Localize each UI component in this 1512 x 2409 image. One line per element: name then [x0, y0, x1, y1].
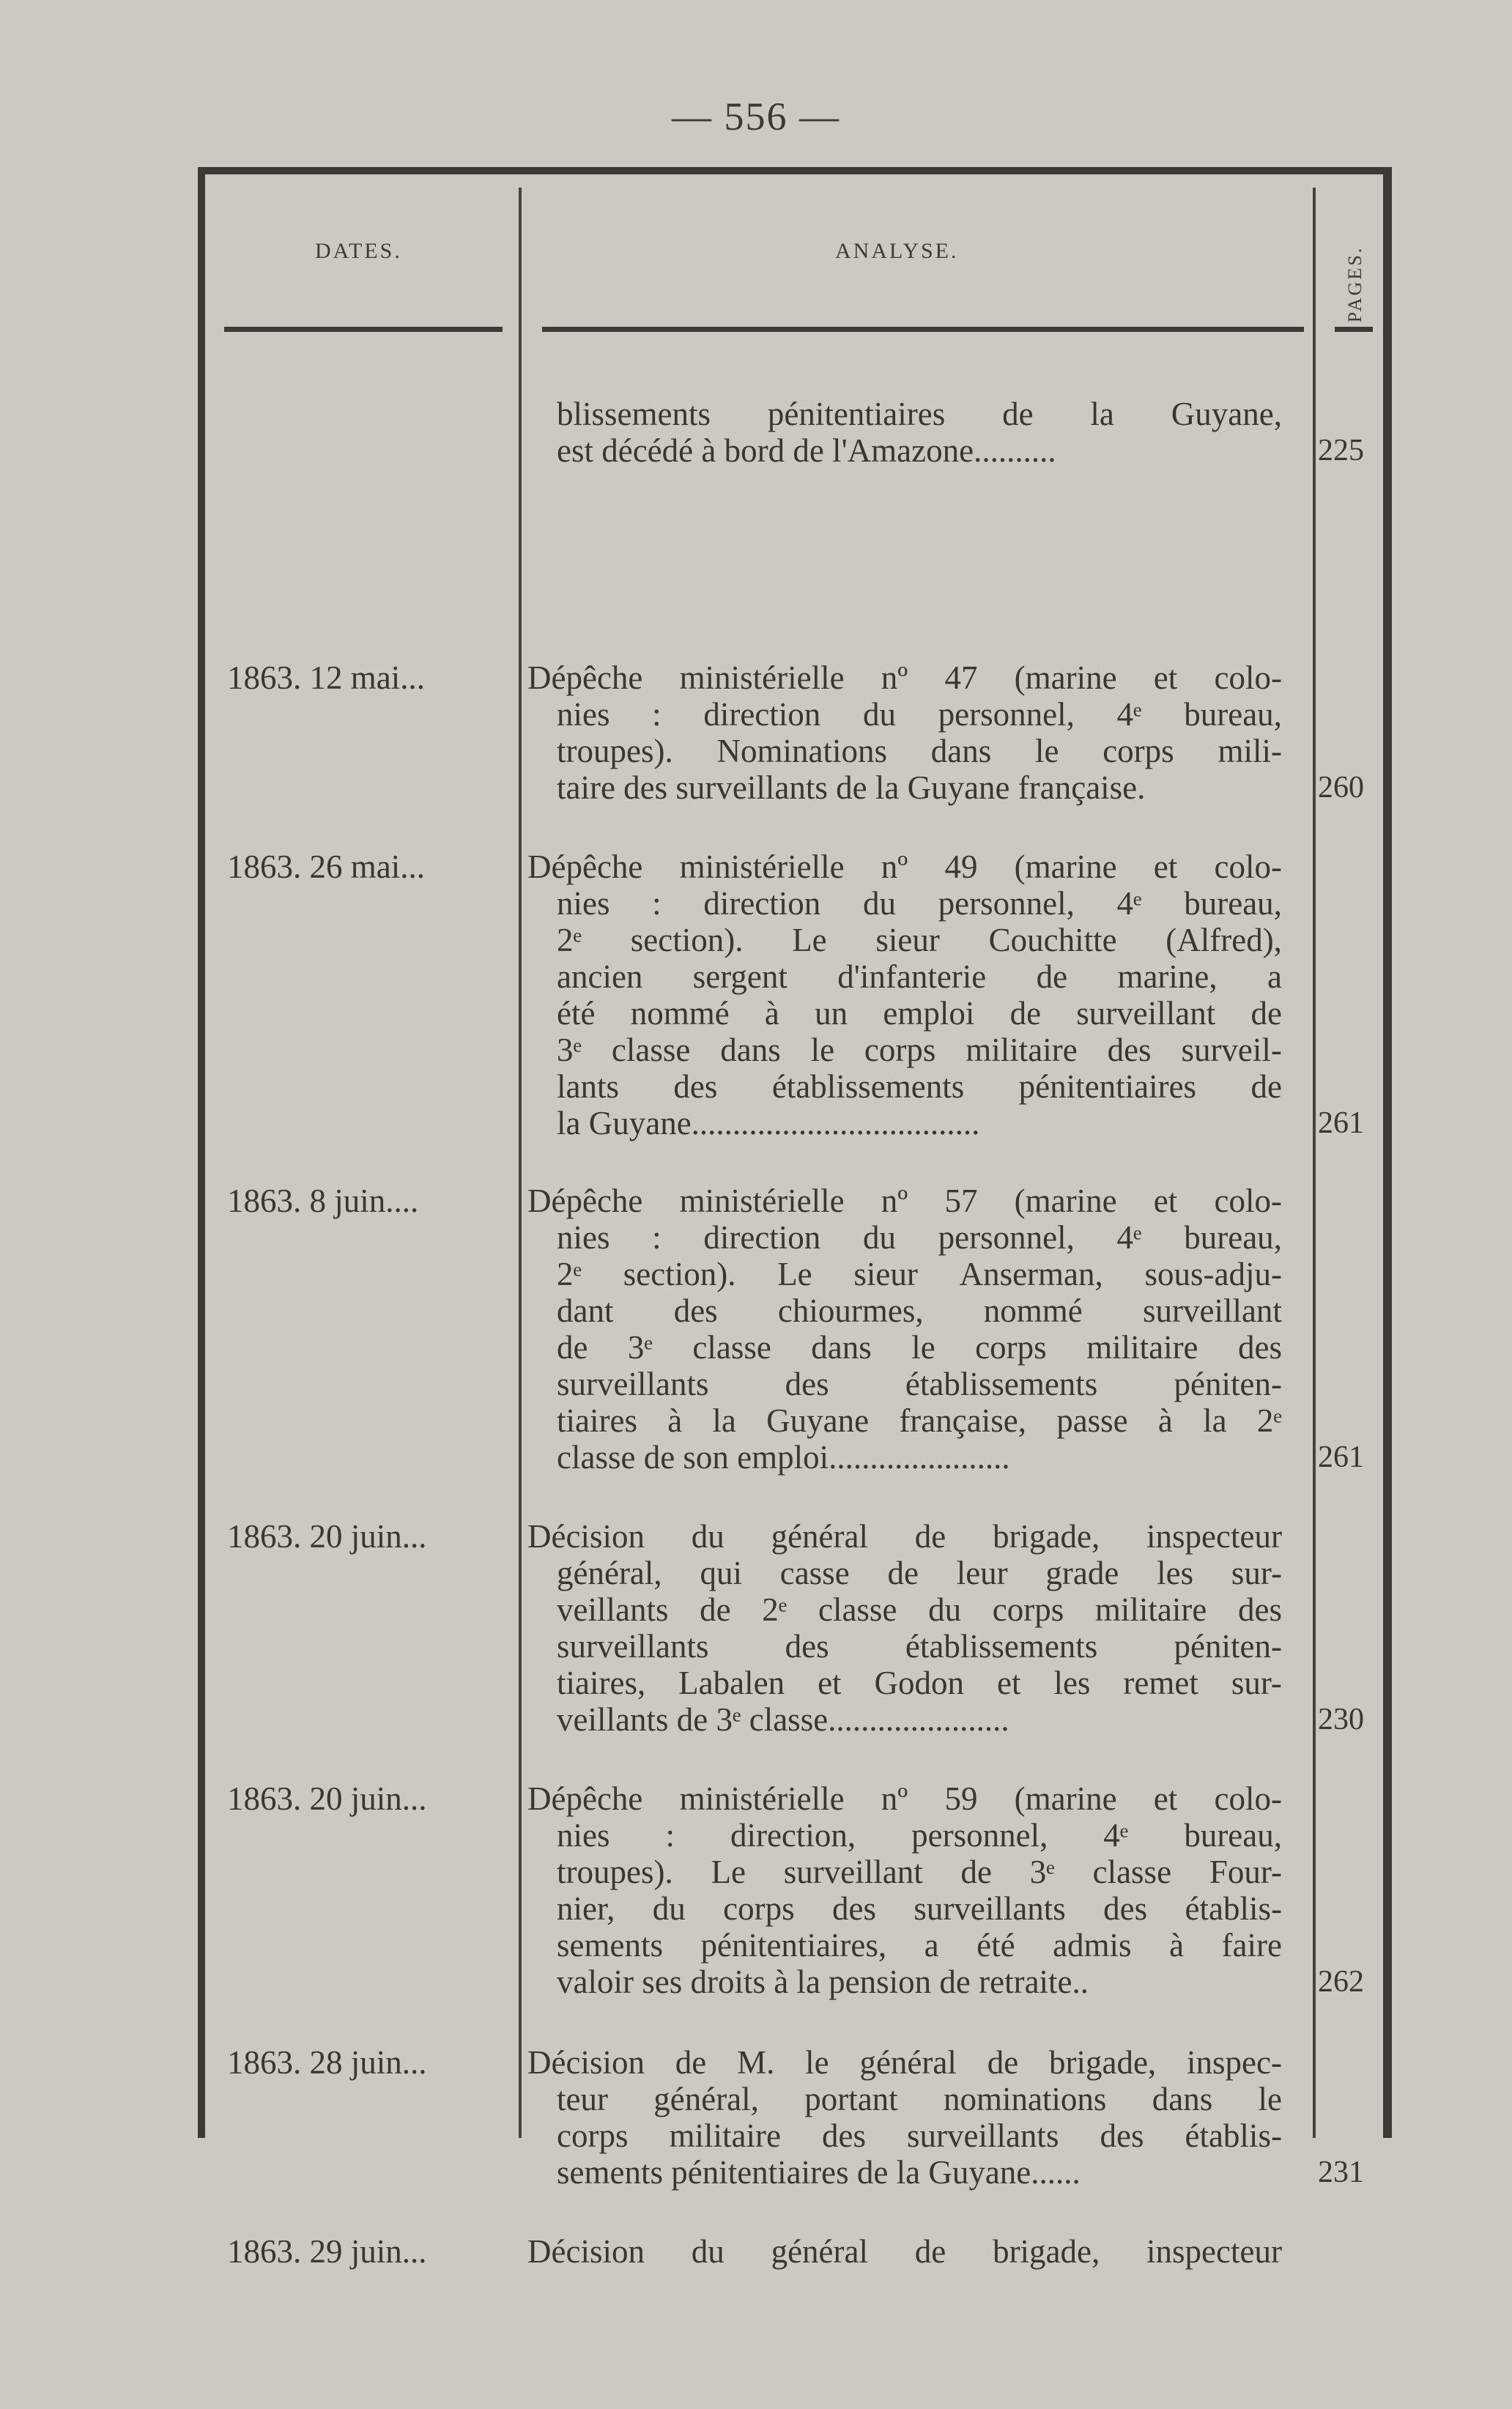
header-rule-pages: [1335, 327, 1373, 332]
header-rule-dates: [224, 327, 503, 332]
entry-line: nies : direction, personnel, 4ᵉ bureau,: [557, 1817, 1282, 1854]
page-number: — 556 —: [672, 95, 840, 138]
entry-date: 1863. 26 mai...: [227, 848, 425, 885]
entry-line: Dépêche ministérielle nº 47 (marine et colo-: [527, 659, 1282, 696]
entry-line: sements pénitentiaires, a été admis à faire: [557, 1927, 1282, 1964]
entry-line: 3ᵉ classe dans le corps militaire des surveil-: [557, 1032, 1282, 1068]
entry-page-number: 260: [1318, 771, 1364, 804]
header-rule-analyse: [542, 327, 1304, 332]
entry-page-number: 230: [1318, 1703, 1364, 1736]
left-rule: [198, 167, 205, 2138]
entry-line: nier, du corps des surveillants des établis-: [557, 1890, 1282, 1927]
entry-line: de 3ᵉ classe dans le corps militaire des: [557, 1329, 1282, 1366]
entry-date: 1863. 28 juin...: [227, 2044, 427, 2081]
entry-line: corps militaire des surveillants des établis-: [557, 2117, 1282, 2154]
entry-line: Décision de M. le général de brigade, inspec-: [527, 2044, 1282, 2081]
entry-analysis: [527, 2233, 1282, 2270]
entry-line: valoir ses droits à la pension de retraite..: [557, 1964, 1089, 2000]
entry-line: blissements pénitentiaires de la Guyane,: [557, 396, 1282, 432]
entry-page-number: 231: [1318, 2155, 1364, 2189]
right-rule: [1383, 167, 1392, 2138]
entry-line: Dépêche ministérielle nº 49 (marine et colo-: [527, 848, 1282, 885]
entry-line: surveillants des établissements péniten-: [557, 1366, 1282, 1402]
entry-analysis: [527, 659, 1282, 806]
entry-line: Décision du général de brigade, inspecteur: [527, 1518, 1282, 1555]
column-rule-dates: [519, 188, 522, 2138]
entry-line: été nommé à un emploi de surveillant de: [557, 995, 1282, 1032]
entry-date: 1863. 20 juin...: [227, 1518, 427, 1555]
entry-line: Dépêche ministérielle nº 59 (marine et colo-: [527, 1780, 1282, 1817]
entry-analysis: [527, 1518, 1282, 1738]
entry-analysis: [527, 1183, 1282, 1476]
top-rule: [198, 167, 1392, 174]
entry-line: Décision du général de brigade, inspecteur: [527, 2233, 1282, 2270]
entry-line: est décédé à bord de l'Amazone..........: [557, 432, 1056, 469]
entry-line: lants des établissements pénitentiaires de: [557, 1068, 1282, 1105]
entry-line: veillants de 3ᵉ classe......................: [557, 1701, 1009, 1738]
entry-analysis: [527, 848, 1282, 1141]
entry-date: 1863. 12 mai...: [227, 659, 425, 696]
entry-line: surveillants des établissements péniten-: [557, 1628, 1282, 1665]
entry-line: 2ᵉ section). Le sieur Anserman, sous-adju-: [557, 1256, 1282, 1292]
entry-line: la Guyane...................................: [557, 1105, 980, 1141]
entry-analysis: [527, 2044, 1282, 2191]
entry-line: tiaires, Labalen et Godon et les remet sur-: [557, 1665, 1282, 1701]
entry-line: nies : direction du personnel, 4ᵉ bureau,: [557, 885, 1282, 922]
entry-date: 1863. 29 juin...: [227, 2233, 427, 2270]
entry-line: 2ᵉ section). Le sieur Couchitte (Alfred),: [557, 922, 1282, 958]
entry-page-number: 262: [1318, 1965, 1364, 1999]
entry-line: troupes). Le surveillant de 3ᵉ classe Four-: [557, 1854, 1282, 1890]
entry-page-number: 261: [1318, 1440, 1364, 1474]
entry-date: 1863. 8 juin....: [227, 1183, 419, 1219]
entry-line: nies : direction du personnel, 4ᵉ bureau,: [557, 1219, 1282, 1256]
entry-analysis: [527, 1780, 1282, 2000]
entry-line: général, qui casse de leur grade les sur-: [557, 1555, 1282, 1591]
entry-line: ancien sergent d'infanterie de marine, a: [557, 958, 1282, 995]
header-analyse: ANALYSE.: [835, 239, 959, 263]
entry-page-number: 225: [1318, 434, 1364, 467]
header-pages-cell: [1319, 244, 1392, 325]
entry-line: veillants de 2ᵉ classe du corps militaire des: [557, 1591, 1282, 1628]
header-dates: DATES.: [315, 239, 402, 263]
entry-line: taire des surveillants de la Guyane française.: [557, 769, 1146, 806]
entry-line: dant des chiourmes, nommé surveillant: [557, 1292, 1282, 1329]
entry-line: troupes). Nominations dans le corps mili-: [557, 733, 1282, 769]
header-pages: PAGES.: [1344, 245, 1365, 323]
entry-line: classe de son emploi......................: [557, 1439, 1010, 1476]
entry-line: tiaires à la Guyane française, passe à la 2ᵉ: [557, 1402, 1282, 1439]
entry-line: Dépêche ministérielle nº 57 (marine et colo-: [527, 1183, 1282, 1219]
entry-analysis: [527, 396, 1282, 469]
table-frame: [198, 167, 1392, 2270]
entry-page-number: 261: [1318, 1106, 1364, 1140]
column-rule-pages: [1313, 188, 1316, 2138]
entry-line: nies : direction du personnel, 4ᵉ bureau,: [557, 696, 1282, 733]
entry-line: teur général, portant nominations dans le: [557, 2081, 1282, 2117]
entry-date: 1863. 20 juin...: [227, 1780, 427, 1817]
entry-line: sements pénitentiaires de la Guyane......: [557, 2154, 1081, 2191]
